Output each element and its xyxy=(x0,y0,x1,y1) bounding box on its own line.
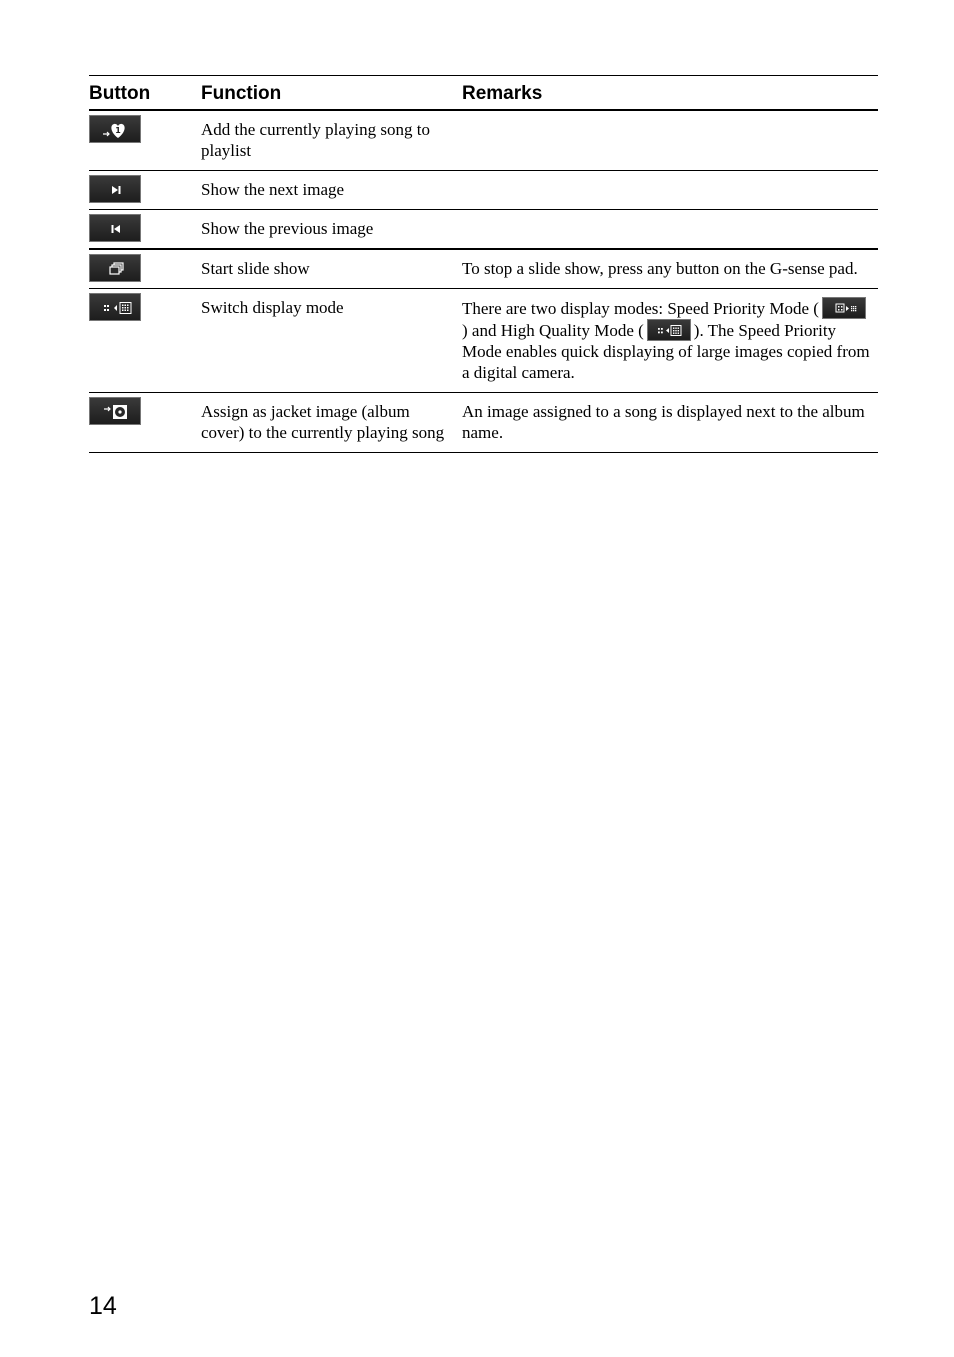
function-text: Assign as jacket image (album cover) to the currently playing song xyxy=(201,393,462,453)
page-number: 14 xyxy=(89,1292,117,1320)
table-header-row xyxy=(89,76,878,111)
header-remarks: Remarks xyxy=(462,76,878,111)
function-text: Show the next image xyxy=(201,171,462,210)
table-row xyxy=(89,249,878,289)
table-row xyxy=(89,289,878,393)
header-button: Button xyxy=(89,76,201,111)
speed-priority-mode-icon xyxy=(822,297,866,319)
add-to-playlist-icon xyxy=(89,115,141,143)
remarks-text xyxy=(462,210,878,250)
slide-show-icon xyxy=(89,254,141,282)
remarks-text-part: ) and High Quality Mode ( xyxy=(462,321,644,340)
assign-jacket-image-icon xyxy=(89,397,141,425)
remarks-text-part: There are two display modes: Speed Priority Mode ( xyxy=(462,299,819,318)
svg-text:1: 1 xyxy=(115,126,121,135)
function-text: Start slide show xyxy=(201,249,462,289)
function-text: Show the previous image xyxy=(201,210,462,250)
table-row xyxy=(89,393,878,453)
table-row xyxy=(89,110,878,171)
high-quality-mode-icon xyxy=(647,319,691,341)
function-text: Switch display mode xyxy=(201,289,462,393)
remarks-text xyxy=(462,171,878,210)
table-row xyxy=(89,210,878,250)
switch-display-mode-icon xyxy=(89,293,141,321)
remarks-text: To stop a slide show, press any button on the G-sense pad. xyxy=(462,249,878,289)
header-function: Function xyxy=(201,76,462,111)
previous-image-icon xyxy=(89,214,141,242)
button-function-table xyxy=(89,75,878,453)
remarks-text-part: ). The Speed Priority Mode enables quick displaying of large images copied from a digital camera. xyxy=(462,321,870,382)
remarks-text xyxy=(462,110,878,171)
function-text: Add the currently playing song to playlist xyxy=(201,110,462,171)
remarks-text: An image assigned to a song is displayed next to the album name. xyxy=(462,393,878,453)
remarks-text xyxy=(462,289,878,393)
table-row xyxy=(89,171,878,210)
next-image-icon xyxy=(89,175,141,203)
